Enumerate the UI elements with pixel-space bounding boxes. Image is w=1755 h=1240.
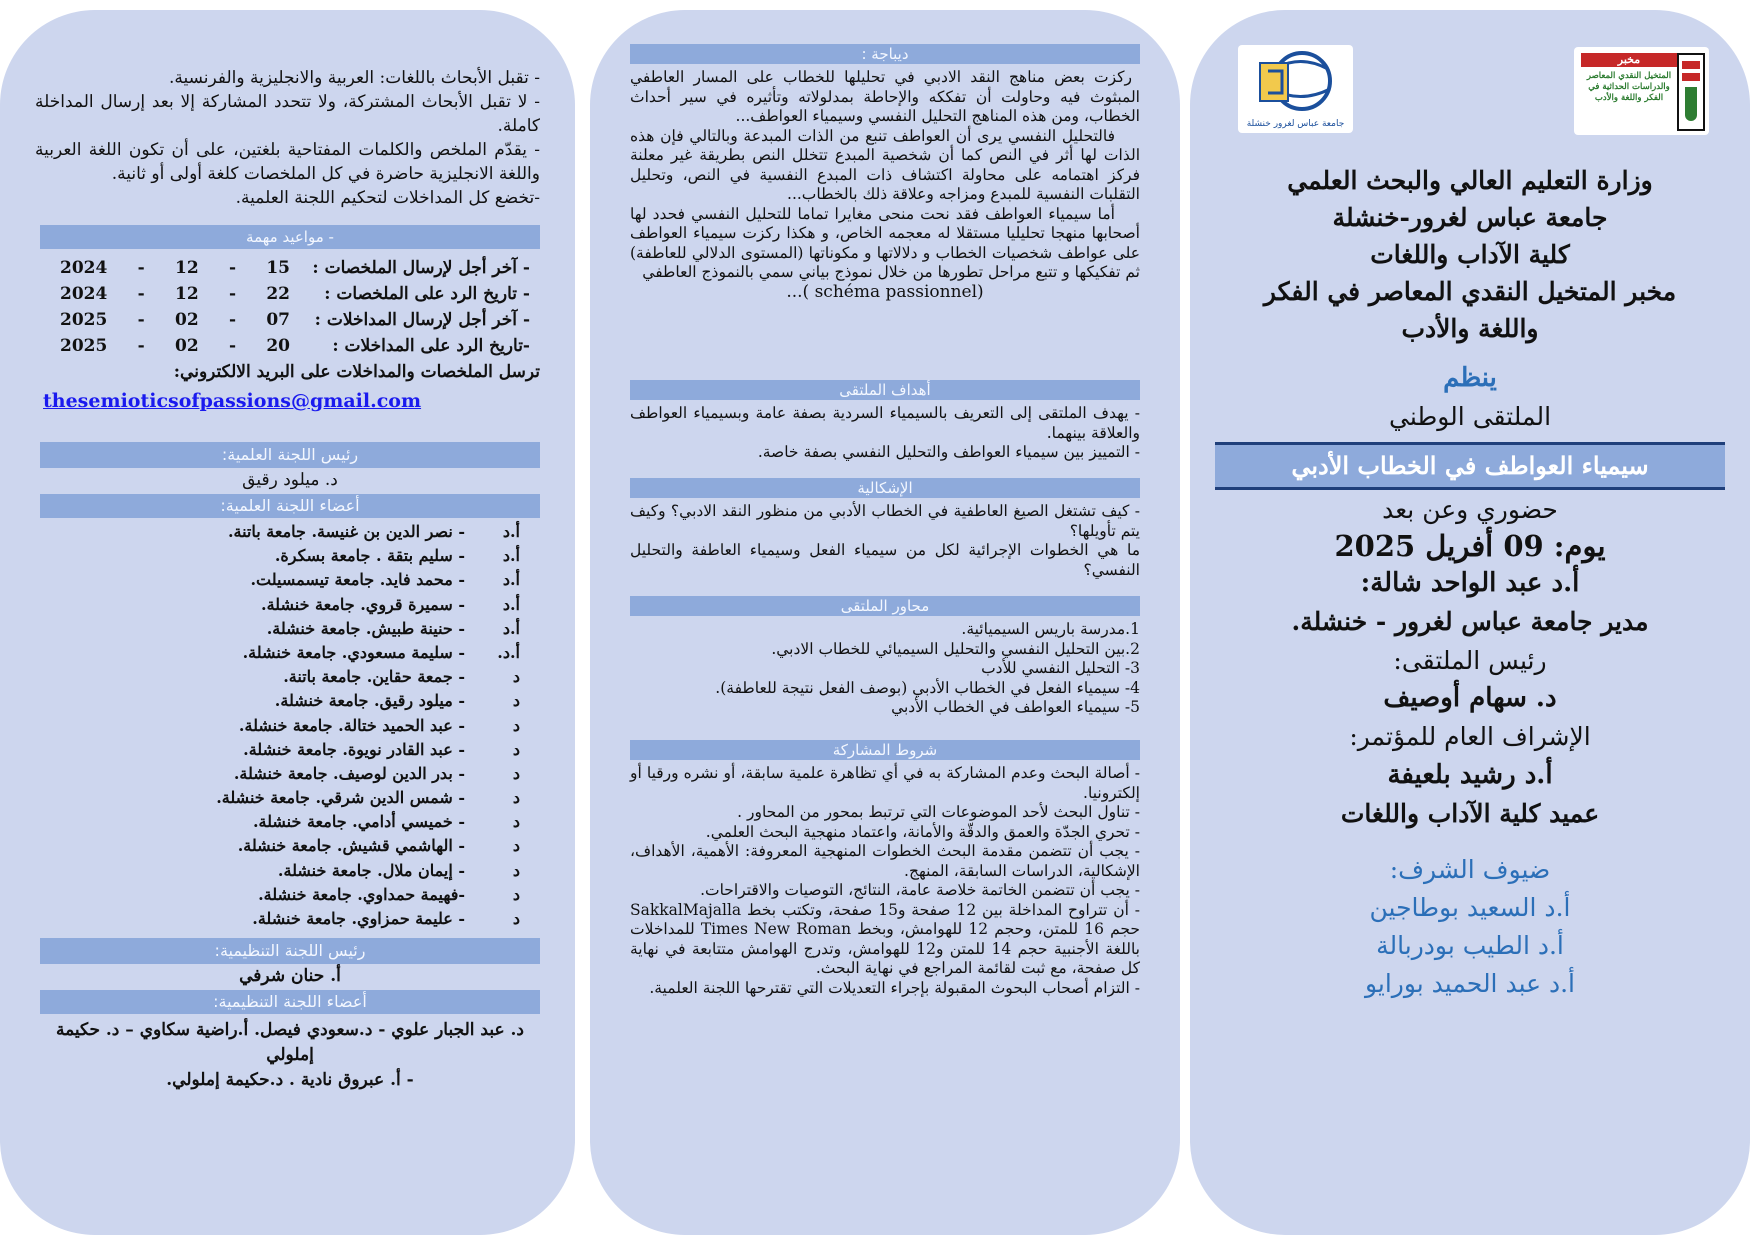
member-title: أ.د [502, 522, 520, 541]
member-title: د [512, 715, 520, 735]
member-name: - عبد الحميد ختالة. جامعة خنشلة. [238, 715, 465, 735]
ministry-line: وزارة التعليم العالي والبحث العلمي [1287, 166, 1653, 195]
member-title: د [512, 691, 520, 711]
date-month: 12 [174, 284, 199, 304]
attendance-mode: حضوري وعن بعد [1382, 495, 1558, 524]
member-title: د [512, 763, 520, 783]
member-title: أ.د [502, 618, 520, 638]
member-name: - محمد فايد. جامعة تيسمسيلت. [250, 570, 465, 590]
condition-item: - يجب أن تتضمن الخاتمة خلاصة عامة، النتائج، التوصيات والاقتراحات. [700, 881, 1140, 899]
member-name: - جمعة حقاين. جامعة باتنة. [283, 667, 465, 687]
member-row [40, 520, 535, 544]
rule-item: - يقدّم الملخص والكلمات المفتاحية بلغتين، على أن تكون اللغة العربية واللغة الانجليزية حاضرة في كل الملخصات كلغة أولى أو ثانية. [35, 140, 540, 184]
preamble-paragraph: (schéma passionnel )... [786, 281, 984, 302]
member-name: -فهيمة حمداوي. جامعة خنشلة. [258, 884, 465, 904]
chair-name: د. سهام أوصيف [1383, 683, 1557, 713]
problem-text [630, 502, 1140, 580]
email-label: ترسل الملخصات والمداخلات على البريد الالكتروني: [173, 362, 540, 382]
member-name: - بدر الدين لوصيف. جامعة خنشلة. [233, 763, 465, 783]
date-month: 02 [174, 336, 199, 356]
member-row [40, 786, 535, 810]
scientific-members-header: أعضاء اللجنة العلمية: [40, 494, 540, 518]
ministry-line: جامعة عباس لغرور-خنشلة [1332, 203, 1608, 232]
date-value: 2025 - 02 - 07 [60, 307, 290, 333]
member-title: د [512, 909, 520, 928]
date-year: 2025 [60, 310, 108, 330]
date-value: 2024 - 12 - 22 [60, 281, 290, 307]
member-row [40, 568, 535, 592]
member-name: - شمس الدين شرقي. جامعة خنشلة. [216, 788, 465, 808]
date-year: 2024 [60, 258, 108, 278]
condition-item: - يجب أن تتضمن مقدمة البحث الخطوات المنهجية المعروفة: الأهمية، الأهداف، الإشكالية، الدراسات السابقة، المنهج. [630, 842, 1140, 880]
member-name: - ميلود رقيق. جامعة خنشلة. [274, 691, 465, 711]
member-title: د [512, 667, 520, 687]
supervisor-role: عميد كلية الآداب واللغات [1340, 799, 1600, 828]
email-link[interactable]: thesemioticsofpassions@gmail.com [43, 390, 422, 412]
supervisor-name: أ.د رشيد بلعيفة [1387, 760, 1553, 790]
member-title: د [512, 788, 520, 808]
university-logo [1238, 45, 1353, 133]
guest-name: أ.د السعيد بوطاجين [1369, 893, 1571, 922]
ministry-line: واللغة والأدب [1401, 314, 1539, 343]
member-name: - الهاشمي قشيش. جامعة خنشلة. [237, 836, 465, 856]
member-title: د [512, 836, 520, 856]
member-title: أ.د [502, 594, 520, 614]
rule-item: -تخضع كل المداخلات لتحكيم اللجنة العلمية. [235, 188, 540, 208]
member-name: - حنينة طبيش. جامعة خنشلة. [266, 618, 465, 638]
preamble-header: ديباجة : [630, 44, 1140, 64]
scientific-chair-name: د. ميلود رقيق [242, 470, 338, 490]
scientific-chair-header: رئيس اللجنة العلمية: [40, 442, 540, 468]
problem-item: ما هي الخطوات الإجرائية لكل من سيمياء الفعل وسيمياء العاطفة والتحليل النفسي؟ [630, 541, 1140, 579]
date-label: -تاريخ الرد على المداخلات : [332, 336, 530, 356]
member-title: د [512, 812, 520, 832]
member-row [40, 907, 535, 931]
member-row [40, 544, 535, 568]
ministry-header [1215, 162, 1725, 347]
member-row [40, 859, 535, 883]
condition-item: - أن تتراوح المداخلة بين 12 صفحة و15 صفحة، وتكتب بخط SakkalMajalla حجم 16 للمتن، وحجم 12 للهوامش، وبخط Times New Roman للمداخلات باللغة الأجنبية حجم 14 للمتن و12 للهوامش، وتدرج الهوامش متتابعة في نهاية كل صفحة، مع ثبت لقائمة المراجع في نهاية البحث. [630, 900, 1140, 977]
axes-header: محاور الملتقى [630, 596, 1140, 616]
condition-item: - التزام أصحاب البحوث المقبولة بإجراء التعديلات التي تقترحها اللجنة العلمية. [649, 978, 1140, 997]
conference-title: سيمياء العواطف في الخطاب الأدبي [1215, 442, 1725, 490]
patron-name: أ.د عبد الواحد شالة: [1360, 568, 1580, 598]
middle-panel [590, 10, 1180, 1235]
supervision-label: الإشراف العام للمؤتمر: [1349, 722, 1591, 751]
date-value: 2025 - 02 - 20 [60, 333, 290, 359]
goals-header: أهداف الملتقى [630, 380, 1140, 400]
member-row [40, 738, 535, 762]
date-year: 2025 [60, 336, 108, 356]
guest-name: أ.د عبد الحميد بورايو [1364, 969, 1576, 998]
axis-item: 5- سيمياء العواطف في الخطاب الأدبي [891, 698, 1140, 716]
lab-logo-caption: المتخيل النقدي المعاصر والدراسات الحداثية في الفكر واللغة والأدب [1586, 71, 1672, 103]
goals-text [630, 404, 1140, 463]
organizing-chair-name: أ. حنان شرفي [239, 966, 341, 986]
member-row [40, 810, 535, 834]
organizing-members-2: - أ. عبروق نادية . د.حكيمة إملولي. [166, 1070, 414, 1090]
date-row [40, 333, 540, 359]
guests-label: ضيوف الشرف: [1389, 855, 1551, 884]
axis-item: 1.مدرسة باريس السيميائية. [961, 620, 1140, 638]
date-day: 20 [266, 336, 290, 356]
member-row [40, 641, 535, 665]
problem-header: الإشكالية [630, 478, 1140, 498]
member-name: - إيمان ملال. جامعة خنشلة. [277, 860, 465, 880]
lab-logo [1574, 47, 1709, 135]
conditions-list [630, 764, 1140, 998]
date-row [40, 281, 540, 307]
member-title: د [512, 884, 520, 904]
date-row [40, 307, 540, 333]
member-name: - عليمة حمزاوي. جامعة خنشلة. [252, 909, 465, 928]
axis-item: 4- سيمياء الفعل في الخطاب الأدبي (بوصف الفعل نتيجة للعاطفة). [715, 678, 1140, 697]
member-name: - سليم بتقة . جامعة بسكرة. [274, 546, 465, 566]
condition-item: - تناول البحث لأحد الموضوعات التي ترتبط بمحور من المحاور . [737, 803, 1140, 821]
conditions-header: شروط المشاركة [630, 740, 1140, 760]
date-day: 22 [266, 284, 290, 304]
member-row [40, 665, 535, 689]
axis-item: 3- التحليل النفسي للأدب [981, 659, 1140, 677]
goal-item: - التمييز بين سيمياء العواطف والتحليل النفسي بصفة خاصة. [757, 443, 1140, 461]
goal-item: - يهدف الملتقى إلى التعريف بالسيمياء السردية بصفة عامة وبسيمياء العواطف والعلاقة بينهما. [630, 404, 1140, 442]
date-day: 07 [266, 310, 290, 330]
ministry-line: مخبر المتخيل النقدي المعاصر في الفكر [1263, 277, 1677, 306]
member-name: - خميسي أدامي. جامعة خنشلة. [252, 812, 465, 832]
logo-caption: جامعة عباس لغرور خنشلة [1246, 119, 1345, 129]
preamble-paragraph: ركزت بعض مناهج النقد الادبي في تحليلها للخطاب على المسار العاطفي المبثوث فيه وحاولت أن تفككه والإحاطة بمدلولاته وتأثيره في سير أحداث الخطاب، ومن هذه المناهج التحليل النفسي وسيمياء العواطف... [630, 68, 1140, 125]
problem-item: - كيف تشتغل الصيغ العاطفية في الخطاب الأدبي من منظور النقد الادبي؟ وكيف يتم تأويلها؟ [630, 502, 1140, 540]
chair-label: رئيس الملتقى: [1393, 646, 1547, 675]
left-panel [0, 10, 575, 1235]
member-name: - عبد القادر نويوة. جامعة خنشلة. [243, 739, 465, 759]
organizing-members-header: أعضاء اللجنة التنظيمية: [40, 990, 540, 1014]
dates-header: - مواعيد مهمة [40, 225, 540, 249]
guest-name: أ.د الطيب بودربالة [1376, 931, 1564, 960]
organizing-members: د. عبد الجبار علوي - د.سعودي فيصل. أ.راضية سكاوي – د. حكيمة إملولي [55, 1020, 525, 1065]
date-day: 15 [266, 258, 290, 278]
date-month: 12 [174, 258, 199, 278]
rule-item: - لا تقبل الأبحاث المشتركة، ولا تتحدد المشاركة إلا بعد إرسال المداخلة كاملة. [35, 92, 540, 136]
lab-logo-title: مخبر [1581, 53, 1677, 67]
member-title: أ.د. [497, 642, 520, 662]
preamble-paragraph: فالتحليل النفسي يرى أن العواطف تنبع من الذات المبدعة وبالتالي فإن هذه الذات لها أثر في النص كما أن شخصية المبدع تتخلل النص بطريقة غير معلنة فركز اهتمامه على محاولة اكتشاف ذات المبدع النفسية في النص، وتحليل التقلبات النفسية للمبدع ومزاجه وعلاقة ذلك بالخطاب... [630, 126, 1140, 203]
condition-item: - تحري الجدّة والعمق والدقّة والأمانة، واعتماد منهجية البحث العلمي. [705, 822, 1140, 841]
scientific-members-list [40, 520, 535, 931]
axis-item: 2.بين التحليل النفسي والتحليل السيميائي للخطاب الادبي. [771, 639, 1140, 658]
member-row [40, 762, 535, 786]
member-name: - سليمة مسعودي. جامعة خنشلة. [242, 642, 465, 662]
preamble-paragraph: أما سيمياء العواطف فقد نحت منحى مغايرا تماما للتحليل النفسي فحدد لها أصحابها منهجا تحليليا مستقلا له معجمه الخاص، و هكذا ركزت سيمياء العواطف على عواطف شخصيات الخطاب و دلالاتها و مكوناتها (المستوى الدلالي للعاطفة) ثم تفكيكها و تتبع مراحل تطورها من خلال نموذج بياني سمي بالنموذج العاطفي [630, 204, 1140, 281]
member-name: - نصر الدين بن غنيسة. جامعة باتنة. [227, 522, 465, 541]
organizes-label: ينظم [1443, 363, 1497, 393]
member-title: د [512, 860, 520, 880]
member-row [40, 617, 535, 641]
member-title: أ.د [502, 570, 520, 590]
rule-item: - تقبل الأبحاث باللغات: العربية والانجليزية والفرنسية. [168, 68, 540, 88]
condition-item: - أصالة البحث وعدم المشاركة به في أي تظاهرة علمية سابقة، أو نشره ورقيا أو إلكترونيا. [630, 764, 1140, 802]
member-row [40, 714, 535, 738]
member-name: - سميرة قروي. جامعة خنشلة. [261, 594, 465, 614]
member-row [40, 834, 535, 858]
date-label: - تاريخ الرد على الملخصات : [324, 284, 530, 304]
axes-list [630, 620, 1140, 718]
ministry-line: كلية الآداب واللغات [1370, 240, 1570, 269]
preamble-text [630, 68, 1140, 302]
date-label: - آخر أجل لإرسال المداخلات : [314, 310, 530, 330]
patron-role: مدير جامعة عباس لغرور - خنشلة. [1291, 607, 1649, 636]
member-title: د [512, 739, 520, 759]
forum-label: الملتقى الوطني [1388, 402, 1552, 431]
date-year: 2024 [60, 284, 108, 304]
date-row [40, 255, 540, 281]
conference-date: يوم: 09 أفريل 2025 [1334, 529, 1606, 563]
member-row [40, 689, 535, 713]
right-panel [1190, 10, 1750, 1235]
member-title: أ.د [502, 546, 520, 566]
organizing-chair-header: رئيس اللجنة التنظيمية: [40, 938, 540, 964]
submission-rules [35, 66, 540, 210]
member-row [40, 883, 535, 907]
date-value: 2024 - 12 - 15 [60, 255, 290, 281]
date-label: - آخر أجل لإرسال الملخصات : [312, 258, 530, 278]
pen-icon [1677, 53, 1705, 131]
member-row [40, 593, 535, 617]
important-dates [40, 255, 540, 359]
date-month: 02 [174, 310, 199, 330]
